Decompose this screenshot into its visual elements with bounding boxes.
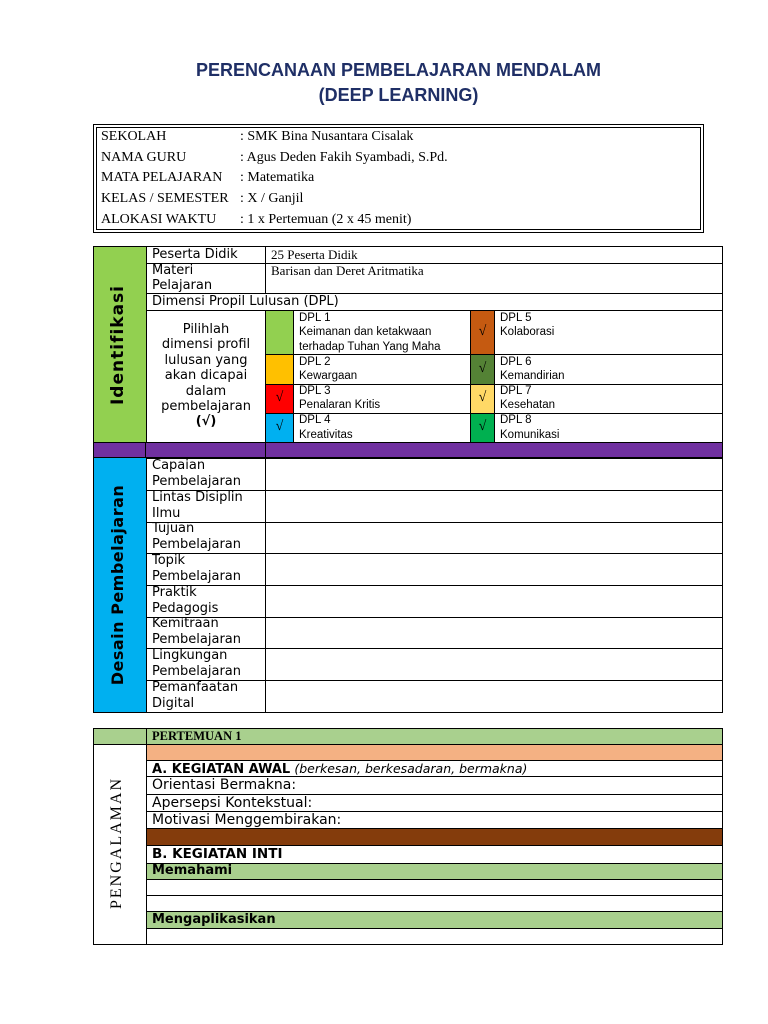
desain-row-pemanfaatan: Pemanfaatan Digital [152, 680, 239, 711]
info-value-mata-pelajaran: : Matematika [240, 170, 315, 185]
dpl-7-name: Kesehatan [500, 399, 555, 411]
capaian-value-cell[interactable] [266, 458, 722, 490]
dpl-1-color-box[interactable] [266, 311, 293, 354]
mengaplikasikan-label: Mengaplikasikan [152, 912, 276, 927]
lingkungan-value-cell[interactable] [266, 649, 722, 680]
materi-value: Barisan dan Deret Aritmatika [271, 263, 424, 278]
dpl-1-code: DPL 1 [299, 312, 331, 324]
info-label-sekolah: SEKOLAH [101, 129, 167, 144]
memahami-input-row-1[interactable] [147, 880, 722, 895]
dpl-2-code: DPL 2 [299, 356, 331, 368]
desain-row-lintas-disiplin: Lintas Disiplin Ilmu [152, 490, 243, 521]
info-label-mata-pelajaran: MATA PELAJARAN [101, 170, 223, 185]
info-value-alokasi: : 1 x Pertemuan (2 x 45 menit) [240, 212, 412, 227]
info-label-alokasi: ALOKASI WAKTU [101, 212, 217, 227]
desain-side-label: Desain Pembelajaran [108, 484, 127, 686]
dpl-8-code: DPL 8 [500, 414, 532, 426]
desain-row-tujuan: Tujuan Pembelajaran [152, 521, 241, 552]
desain-row-capaian: Capaian Pembelajaran [152, 458, 241, 489]
desain-row-kemitraan: Kemitraan Pembelajaran [152, 616, 241, 647]
memahami-label: Memahami [152, 863, 233, 878]
info-label-kelas: KELAS / SEMESTER [101, 191, 229, 206]
dpl-4-code: DPL 4 [299, 414, 331, 426]
peserta-didik-label: Peserta Didik [152, 247, 238, 262]
desain-row-topik: Topik Pembelajaran [152, 553, 241, 584]
pengalaman-side-label: PENGALAMAN [108, 777, 125, 909]
lintas-disiplin-value-cell[interactable] [266, 491, 722, 522]
info-label-nama-guru: NAMA GURU [101, 150, 187, 165]
dpl-1-name-line2: terhadap Tuhan Yang Maha [299, 341, 441, 353]
orientasi-label: Orientasi Bermakna: [152, 777, 297, 793]
tujuan-value-cell[interactable] [266, 523, 722, 553]
dpl-4-name: Kreativitas [299, 429, 353, 441]
motivasi-label: Motivasi Menggembirakan: [152, 812, 342, 828]
praktik-value-cell[interactable] [266, 586, 722, 617]
dpl-7-code: DPL 7 [500, 385, 532, 397]
dpl-4-check-icon: √ [275, 419, 284, 434]
salmon-spacer-row [147, 745, 722, 760]
brown-spacer-row [147, 829, 722, 845]
dpl-8-check-icon: √ [478, 419, 487, 434]
desain-row-lingkungan: Lingkungan Pembelajaran [152, 648, 241, 679]
dpl-8-name: Komunikasi [500, 429, 560, 441]
document-title-line1: PERENCANAAN PEMBELAJARAN MENDALAM [195, 60, 601, 80]
memahami-row [147, 864, 722, 879]
info-value-kelas: : X / Ganjil [240, 191, 304, 206]
dpl-6-name: Kemandirian [500, 370, 565, 382]
desain-row-praktik: Praktik Pedagogis [152, 585, 219, 616]
dpl-5-name: Kolaborasi [500, 326, 555, 338]
dpl-3-name: Penalaran Kritis [299, 399, 381, 411]
dpl-instruction: Pilihlah dimensi profil lulusan yang akan dicapai dalam pembelajaran (√) [161, 322, 251, 430]
mengaplikasikan-input-row[interactable] [147, 929, 722, 944]
materi-label-1: Materi [152, 263, 194, 278]
pertemuan-label: PERTEMUAN 1 [152, 729, 242, 743]
dpl-1-name-line1: Keimanan dan ketakwaan [299, 326, 432, 338]
dpl-2-name: Kewargaan [299, 370, 358, 382]
dpl-header: Dimensi Propil Lulusan (DPL) [152, 294, 339, 309]
document-title-line2: (DEEP LEARNING) [318, 85, 479, 105]
memahami-input-row-2[interactable] [147, 896, 722, 911]
dpl-3-code: DPL 3 [299, 385, 331, 397]
dpl-6-check-icon: √ [478, 361, 487, 376]
topik-value-cell[interactable] [266, 554, 722, 585]
pemanfaatan-value-cell[interactable] [266, 681, 722, 712]
dpl-3-check-icon: √ [275, 390, 284, 405]
kemitraan-value-cell[interactable] [266, 618, 722, 648]
kegiatan-inti-heading: B. KEGIATAN INTI [152, 846, 283, 862]
dpl-7-check-icon: √ [478, 390, 487, 405]
info-value-sekolah: : SMK Bina Nusantara Cisalak [240, 129, 414, 144]
dpl-5-code: DPL 5 [500, 312, 532, 324]
peserta-didik-value: 25 Peserta Didik [271, 247, 358, 262]
dpl-2-color-box[interactable] [266, 355, 293, 384]
dpl-5-check-icon: √ [478, 324, 487, 339]
identifikasi-separator-row [94, 442, 722, 458]
apersepsi-label: Apersepsi Kontekstual: [152, 795, 313, 811]
identifikasi-side-label: Identifikasi [108, 284, 128, 406]
materi-label-2: Pelajaran [152, 278, 213, 293]
kegiatan-awal-heading: A. KEGIATAN AWAL (berkesan, berkesadaran, bermakna) [152, 761, 528, 777]
dpl-6-code: DPL 6 [500, 356, 532, 368]
info-value-nama-guru: : Agus Deden Fakih Syambadi, S.Pd. [240, 150, 448, 165]
